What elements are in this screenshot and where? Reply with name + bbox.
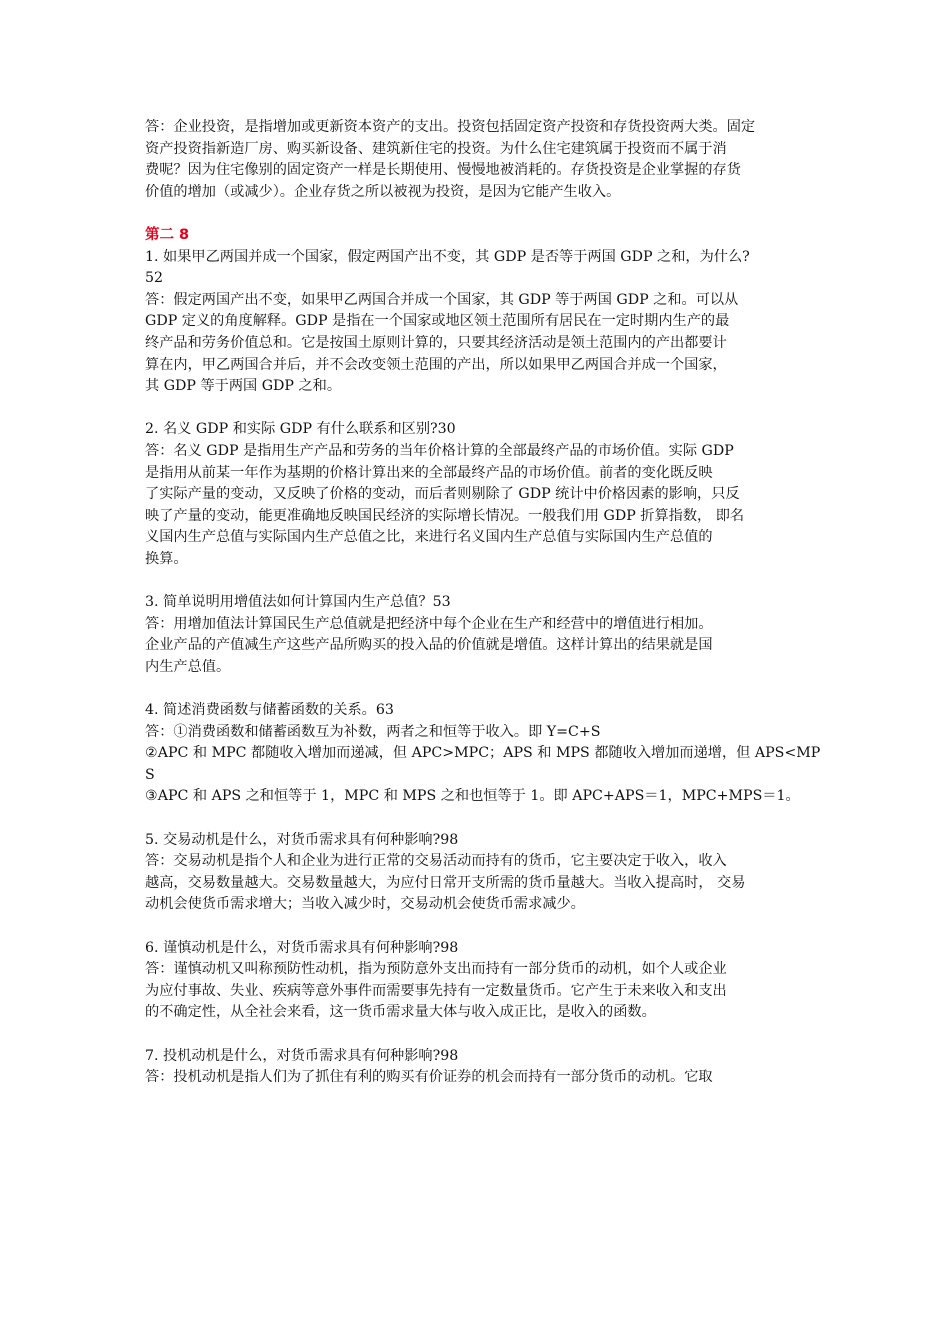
text-line: 换算。 <box>145 550 188 567</box>
text-line: 资产投资指新造厂房、购买新设备、建筑新住宅的投资。为什么住宅建筑属于投资而不属于消 <box>145 140 727 157</box>
text-line: 3. 简单说明用增值法如何计算国内生产总值？53 <box>145 594 451 611</box>
question-2 <box>145 419 817 570</box>
document-page <box>145 117 821 1089</box>
spacer <box>145 916 817 938</box>
question-4 <box>145 700 821 808</box>
text-line: 答：投机动机是指人们为了抓住有利的购买有价证券的机会而持有一部分货币的动机。它取 <box>145 1069 713 1086</box>
text-line: 1. 如果甲乙两国并成一个国家，假定两国产出不变，其 GDP 是否等于两国 GDP 之和，为什么? <box>145 248 750 265</box>
question-6 <box>145 938 817 1024</box>
text-line: 映了产量的变动，能更准确地反映国民经济的实际增长情况。一般我们用 GDP 折算指数， 即名 <box>145 507 745 524</box>
text-line: 6. 谨慎动机是什么，对货币需求具有何种影响?98 <box>145 939 459 956</box>
text-line: S <box>145 766 155 783</box>
spacer <box>145 398 817 420</box>
text-line: 5. 交易动机是什么，对货币需求具有何种影响?98 <box>145 831 459 848</box>
text-line: 义国内生产总值与实际国内生产总值之比，来进行名义国内生产总值与实际国内生产总值的 <box>145 529 713 546</box>
spacer <box>145 678 817 700</box>
question-1 <box>145 247 817 398</box>
text-line: 其 GDP 等于两国 GDP 之和。 <box>145 378 342 395</box>
text-line: 价值的增加（或减少）。企业存货之所以被视为投资，是因为它能产生收入。 <box>145 183 621 200</box>
text-line: 答：用增加值法计算国民生产总值就是把经济中每个企业在生产和经营中的增值进行相加。 <box>145 615 713 632</box>
text-line: 答：谨慎动机又叫称预防性动机，指为预防意外支出而持有一部分货币的动机，如个人或企业 <box>145 961 727 978</box>
text-line: 越高，交易数量越大。交易数量越大，为应付日常开支所需的货币量越大。当收入提高时， 交易 <box>145 874 746 891</box>
text-line: 答：交易动机是指个人和企业为进行正常的交易活动而持有的货币，它主要决定于收入，收入 <box>145 853 727 870</box>
text-line: 答：假定两国产出不变，如果甲乙两国合并成一个国家，其 GDP 等于两国 GDP 之和。可以从 <box>145 291 739 308</box>
text-line: 2. 名义 GDP 和实际 GDP 有什么联系和区别?30 <box>145 421 456 438</box>
text-line: 答：①消费函数和储蓄函数互为补数，两者之和恒等于收入。即 Y=C+S <box>145 723 601 740</box>
text-line: 企业产品的产值减生产这些产品所购买的投入品的价值就是增值。这样计算出的结果就是国 <box>145 637 713 654</box>
text-line: 内生产总值。 <box>145 658 231 675</box>
spacer <box>145 1024 817 1046</box>
text-line: 的不确定性，从全社会来看，这一货币需求量大体与收入成正比，是收入的函数。 <box>145 1004 656 1021</box>
question-3 <box>145 592 817 678</box>
text-line: 了实际产量的变动，又反映了价格的变动，而后者则剔除了 GDP 统计中价格因素的影响，只反 <box>145 486 740 503</box>
text-line: ②APC 和 MPC 都随收入增加而递减，但 APC>MPC；APS 和 MPS 都随收入增加而递增，但 APS<MP <box>145 745 821 762</box>
text-line: 费呢？因为住宅像别的固定资产一样是长期使用、慢慢地被消耗的。存货投资是企业掌握的存货 <box>145 162 741 179</box>
text-line: 动机会使货币需求增大；当收入减少时，交易动机会使货币需求减少。 <box>145 896 585 913</box>
text-line: 答：企业投资，是指增加或更新资本资产的支出。投资包括固定资产投资和存货投资两大类。固定 <box>145 119 756 135</box>
text-line: 算在内，甲乙两国合并后，并不会改变领土范围的产出，所以如果甲乙两国合并成一个国家， <box>145 356 727 373</box>
section-title: 第二 8 <box>145 226 190 243</box>
spacer <box>145 570 817 592</box>
text-line: 4. 简述消费函数与储蓄函数的关系。63 <box>145 702 394 719</box>
question-5 <box>145 830 817 916</box>
text-line: ③APC 和 APS 之和恒等于 1，MPC 和 MPS 之和也恒等于 1。即 APC+APS＝1，MPC+MPS＝1。 <box>145 788 800 805</box>
text-line: 52 <box>145 270 164 287</box>
spacer <box>145 203 817 225</box>
text-line: 答：名义 GDP 是指用生产产品和劳务的当年价格计算的全部最终产品的市场价值。实际 GDP <box>145 442 734 459</box>
text-line: 是指用从前某一年作为基期的价格计算出来的全部最终产品的市场价值。前者的变化既反映 <box>145 464 713 481</box>
spacer <box>145 808 817 830</box>
text-line: 7. 投机动机是什么，对货币需求具有何种影响?98 <box>145 1047 459 1064</box>
intro-answer <box>145 117 817 203</box>
text-line: 为应付事故、失业、疾病等意外事件而需要事先持有一定数量货币。它产生于未来收入和支出 <box>145 982 727 999</box>
question-7 <box>145 1046 817 1089</box>
text-line: 终产品和劳务价值总和。它是按国土原则计算的，只要其经济活动是领土范围内的产出都要计 <box>145 334 727 351</box>
text-line: GDP 定义的角度解释。GDP 是指在一个国家或地区领土范围所有居民在一定时期内生产的最 <box>145 313 730 330</box>
